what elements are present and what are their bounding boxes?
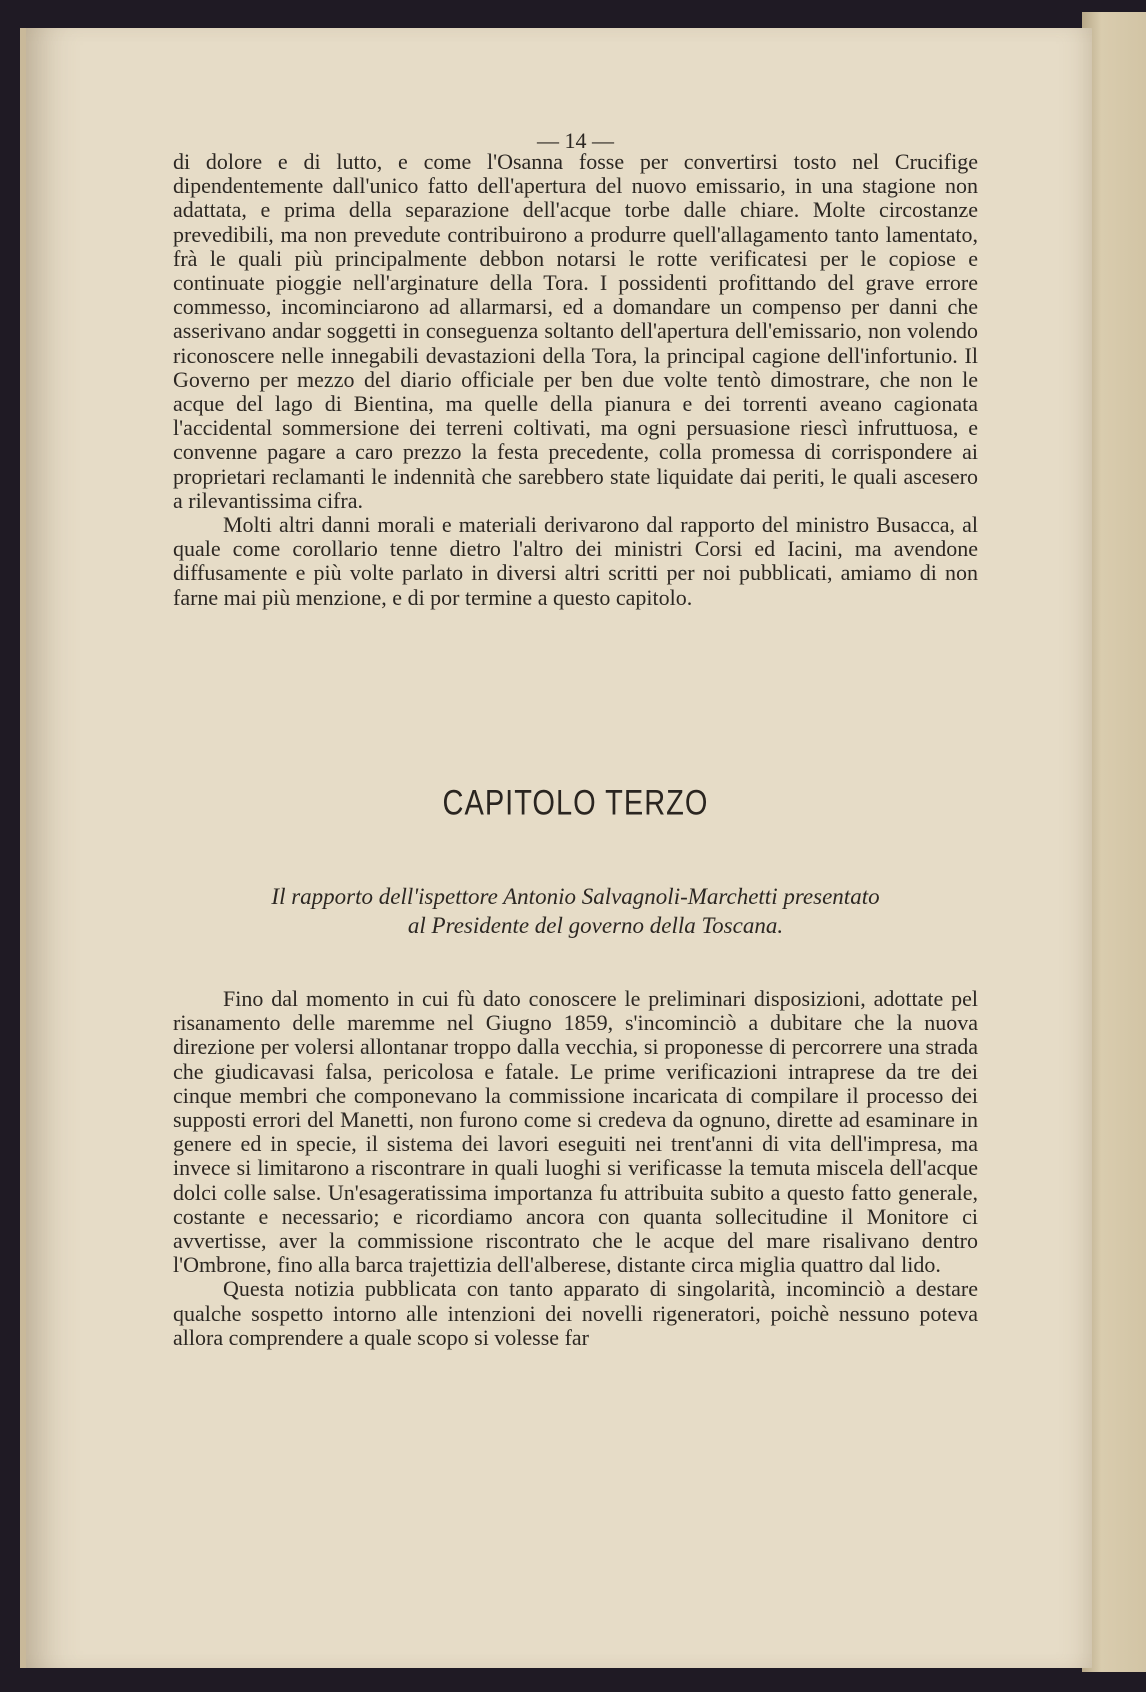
subtitle-line-2: al Presidente del governo della Toscana.: [407, 913, 784, 938]
subtitle-line-1: Il rapporto dell'ispettore Antonio Salvagnoli-Marchetti presentato: [271, 884, 880, 909]
upper-text-block: [173, 150, 978, 610]
chapter-title: CAPITOLO TERZO: [442, 784, 709, 824]
lower-text-block: [173, 987, 978, 1350]
second-paragraph: Molti altri danni morali e materiali derivarono dal rapporto del ministro Busacca, al quale come corollario tenne dietro l'altro dei ministri Corsi ed Iacini, ma avendone diffusamente e più volte parlato in diversi altri scritti per noi pubblicati, amiamo di non farne mai più menzione, e di por termine a questo capitolo.: [173, 512, 978, 610]
intro-paragraph: di dolore e di lutto, e come l'Osanna fosse per convertirsi tosto nel Crucifige dipendentemente dall'unico fatto dell'apertura del nuovo emissario, in una stagione non adattata, e prima della separazione dell'acque torbe dalle chiare. Molte circostanze prevedibili, ma non prevedute contribuirono a produrre quell'allagamento tanto lamentato, frà le quali più principalmente debbon notarsi le rotte verificatesi per le copiose e continuate pioggie nell'arginature della Tora. I possidenti profittando del grave errore commesso, incominciarono ad allarmarsi, ed a domandare un compenso per danni che asserivano andar soggetti in conseguenza soltanto dell'apertura dell'emissario, non volendo riconoscere nelle innegabili devastazioni della Tora, la principal cagione dell'infortunio. Il Governo per mezzo del diario officiale per ben due volte tentò dimostrare, che non le acque del lago di Bientina, ma quelle della pianura e dei torrenti aveano cagionata l'accidental sommersione dei terreni coltivati, ma ogni persuasione riescì infruttuosa, e convenne pagare a caro prezzo la festa precedente, colla promessa di corrispondere ai proprietari reclamanti le indennità che sarebbero state liquidate dai periti, le quali ascesero a rilevantissima cifra.: [173, 149, 978, 513]
third-paragraph: Fino dal momento in cui fù dato conoscere le preliminari disposizioni, adottate pel risanamento delle maremme nel Giugno 1859, s'incominciò a dubitare che la nuova direzione per volersi allontanar troppo dalla vecchia, si proponesse di percorrere una strada che giudicavasi falsa, pericolosa e fatale. Le prime verificazioni intraprese da tre dei cinque membri che componevano la commissione incaricata di compilare il processo dei supposti errori del Manetti, non furono come si credeva da ognuno, dirette ad esaminare in genere ed in specie, il sistema dei lavori eseguiti nei trent'anni di vita dell'impresa, ma invece si limitarono a riscontrare in quali luoghi si verificasse la temuta miscela dell'acque dolci colle salse. Un'esageratissima importanza fu attribuita subito a questo fatto generale, costante e necessario; e ricordiamo ancora con quanta sollecitudine il Monitore ci avvertisse, aver la commissione riscontrato che le acque del mare risalivano dentro l'Ombrone, fino alla barca trajettizia dell'alberese, distante circa miglia quattro dal lido.: [173, 986, 978, 1278]
page-number: — 14 —: [537, 128, 614, 153]
fourth-paragraph: Questa notizia pubblicata con tanto apparato di singolarità, incominciò a destare qualche sospetto intorno alle intenzioni dei novelli rigeneratori, poichè nessuno poteva allora comprendere a quale scopo si volesse far: [173, 1276, 978, 1350]
chapter-subtitle: [173, 882, 978, 940]
